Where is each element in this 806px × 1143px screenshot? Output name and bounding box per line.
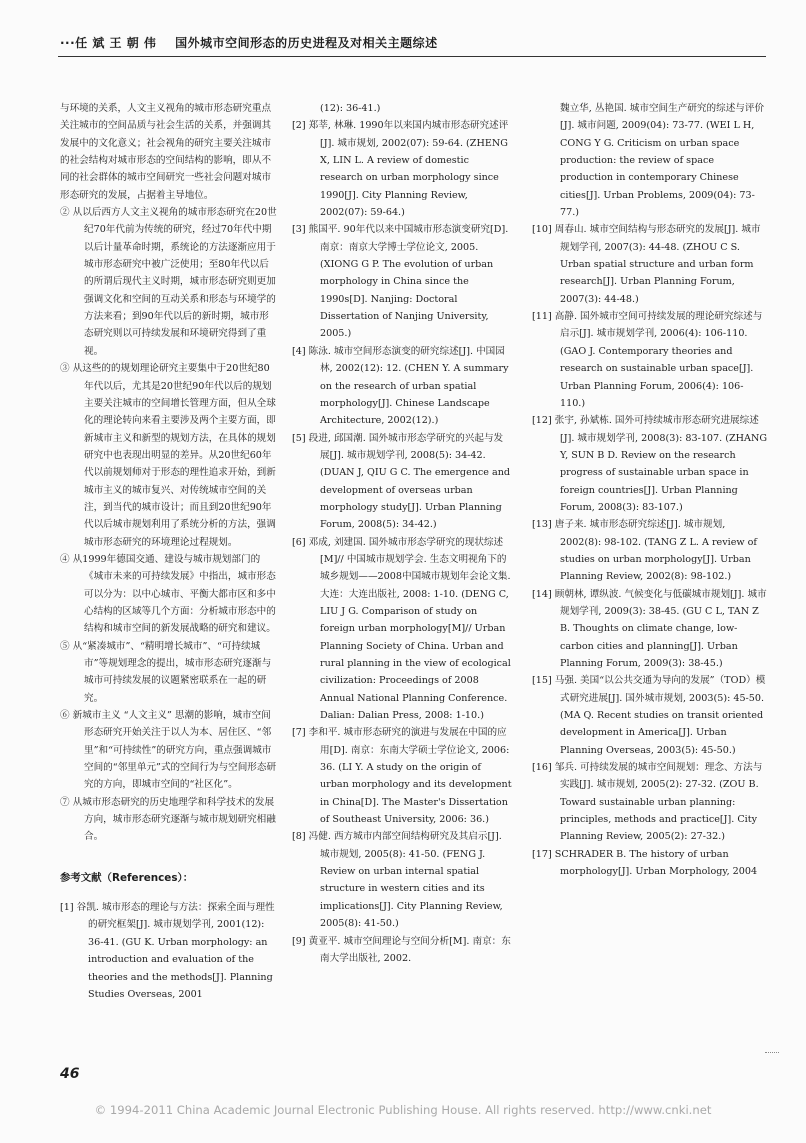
footnote-number: ④: [60, 553, 70, 565]
footnote-number: ⑥: [60, 710, 70, 722]
copyright-footer: © 1994-2011 China Academic Journal Electronic Publishing House. All rights reserved. http://www.cnki.net: [94, 1103, 712, 1117]
reference-entry: [292, 828, 512, 932]
footnote-text: 从这些的的规划理论研究主要集中于20世纪80年代以后，尤其是20世纪90年代以后的规划主要关注城市的空间增长管理方面，但从全球化的理论转向来看主要涉及两个主要方面，即新城市主义和新型的规划方法，在具体的规划研究中也表现出明显的差异。从20世纪60年代以前规划师对于形态的理性追求开始，到新城市主义的城市复兴、对传统城市空间的关注，到当代的城市设计；而且到20世纪90年代以后城市规划利用了系统分析的方法，强调城市形态研究的环境理论过程规划。: [72, 363, 276, 548]
reference-entry-text: 高静. 国外城市空间可持续发展的理论研究综述与启示[J]. 城市规划学刊, 2006(4): 106-110. (GAO J. Contemporary theories and research on sustainable urban space[J]. Urban Planning Forum, 2006(4): 106-110.): [554, 311, 763, 409]
reference-entry-number: [2]: [292, 120, 306, 132]
header-rule: [58, 56, 766, 57]
reference-entry-number: [14]: [532, 588, 552, 600]
references-heading: 参考文献（References）：: [60, 871, 194, 884]
reference-entry-number: [16]: [532, 762, 552, 774]
reference-entry-text: 邹兵. 可持续发展的城市空间规划：理念、方法与实践[J]. 城市规划, 2005(2): 27-32. (ZOU B. Toward sustainable urban planning: principles, methods and practice[J]. City Planning Review, 2005(2): 27-32.): [554, 762, 763, 843]
reference-entry: [292, 933, 512, 968]
body-continuation: 与环境的关系，人文主义视角的城市形态研究重点关注城市的空间品质与社会生活的关系，并强调其发展中的文化意义；社会视角的研究主要关注城市的社会结构对城市形态的空间结构的影响，即从不同的社会群体的城市空间研究一些社会问题对城市形态研究的发展，占据着主导地位。: [60, 103, 272, 201]
reference-entry-text: 陈泳. 城市空间形态演变的研究综述[J]. 中国园林, 2002(12): 12. (CHEN Y. A summary on the research of urban spatial morphology[J]. Chinese Landscape Architecture, 2002(12).): [308, 345, 509, 427]
notes-list: [60, 204, 278, 846]
reference-entry-text: 魏立华, 丛艳国. 城市空间生产研究的综述与评价[J]. 城市问题, 2009(04): 73-77. (WEI L H, CONG Y G. Criticism on urban space production: the review of space production in contemporary Chinese cities[J]. Urban Problems, 2009(04): 73-77.): [560, 103, 765, 219]
footnote-text: 从1999年德国交通、建设与城市规划部门的《城市未来的可持续发展》中指出，城市形态可以分为：以中心城市、平衡大都市区和多中心结构的区域等几个方面：分析城市形态中的结构和城市空间的新发展战略的研究和建议。: [72, 553, 276, 635]
reference-entry-number: [3]: [292, 224, 306, 236]
reference-entry-text: 马强. 美国“以公共交通为导向的发展”（TOD）模式研究进展[J]. 国外城市规划, 2003(5): 45-50. (MA Q. Recent studies on transit oriented development in America[J]. Urban Planning Overseas, 2003(5): 45-50.): [554, 675, 766, 756]
reference-entry: [532, 846, 768, 881]
reference-entry: [292, 343, 512, 430]
reference-entry-number: [15]: [532, 675, 552, 687]
reference-entry-text: 邓成, 刘建国. 国外城市形态学研究的现状综述[M]// 中国城市规划学会. 生态文明视角下的城乡规划——2008中国城市规划年会论文集. 大连：大连出版社, 2008: 1-10. (DENG C, LIU J G. Comparison of study on foreign urban morphology[M]// Urban Planning Society of China. Urban and rural planning in the view of ecological civilization: Proceedings of 2008 Annual National Planning Conference. Dalian: Dalian Press, 2008: 1-10.): [308, 536, 511, 722]
reference-entry: [532, 672, 768, 759]
references-list-col1: [60, 899, 278, 1003]
reference-entry-text: 熊国平. 90年代以来中国城市形态演变研究[D]. 南京：南京大学博士学位论文, 2005. (XIONG G P. The evolution of urban morphology in China since the 1990s[D]. Nanjing: Doctoral Dissertation of Nanjing University, 2005.): [308, 224, 509, 340]
reference-entry: [292, 430, 512, 534]
footnote-number: ③: [60, 363, 70, 375]
column-2: [292, 100, 512, 967]
reference-entry-number: [8]: [292, 831, 306, 843]
footnote: [60, 707, 278, 794]
reference-entry-text: SCHRADER B. The history of urban morphology[J]. Urban Morphology, 2004: [554, 848, 758, 878]
reference-entry-text: 黄亚平. 城市空间理论与空间分析[M]. 南京：东南大学出版社, 2002.: [308, 935, 511, 964]
reference-entry: [60, 899, 278, 1003]
footnote: [60, 794, 278, 846]
margin-rule: [765, 1052, 779, 1053]
reference-entry: [532, 759, 768, 846]
reference-entry: [532, 100, 768, 221]
running-header: [60, 34, 760, 51]
header-authors: ···任 斌 王 朝 伟: [60, 36, 157, 50]
reference-entry-number: [4]: [292, 345, 306, 357]
reference-entry-text: 谷凯. 城市形态的理论与方法：探索全面与理性的研究框架[J]. 城市规划学刊, 2001(12): 36-41. (GU K. Urban morphology: an introduction and evaluation of the theories and the methods[J]. Planning Studies Overseas, 2001: [76, 902, 275, 1000]
reference-entry-text: 顾朝林, 谭纵波. 气候变化与低碳城市规划[J]. 城市规划学刊, 2009(3): 38-45. (GU C L, TAN Z B. Thoughts on climate change, low-carbon cities and planning[J]. Urban Planning Forum, 2009(3): 38-45.): [554, 588, 767, 669]
reference-entry: [532, 221, 768, 308]
footnote-text: 从以后西方人文主义视角的城市形态研究在20世纪70年代前为传统的研究，经过70年代中期以后计量革命时期，系统论的方法逐渐应用于城市形态研究中被广泛使用；至80年代以后的所谓后现代主义时期，城市形态研究则更加强调文化和空间的互动关系和形态与环境学的方法来看；到90年代以后的新时期，城市形态研究则以可持续发展和环境研究得到了重视。: [72, 207, 277, 357]
header-title: 国外城市空间形态的历史进程及对相关主题综述: [175, 36, 438, 50]
references-list-col2: [292, 100, 512, 967]
reference-entry-text: 张宇, 孙斌栋. 国外可持续城市形态研究进展综述[J]. 城市规划学刊, 2008(3): 83-107. (ZHANG Y, SUN B D. Review on the research progress of sustainable urban space in foreign countries[J]. Urban Planning Forum, 2008(3): 83-107.): [554, 415, 768, 513]
reference-entry: [532, 308, 768, 412]
reference-entry-number: [12]: [532, 415, 552, 427]
footnote: [60, 551, 278, 638]
reference-entry-number: [1]: [60, 902, 74, 914]
reference-entry-text: 段进, 邱国潮. 国外城市形态学研究的兴起与发展[J]. 城市规划学刊, 2008(5): 34-42. (DUAN J, QIU G C. The emergence and development of overseas urban morphology study[J]. Urban Planning Forum, 2008(5): 34-42.): [308, 432, 511, 531]
reference-entry-text: (12): 36-41.): [320, 103, 381, 114]
footnote-number: ⑦: [60, 796, 70, 808]
reference-entry-text: 李和平. 城市形态研究的演进与发展在中国的应用[D]. 南京：东南大学硕士学位论文, 2006: 36. (LI Y. A study on the origin of urban morphology and its development in China[D]. The Master's Dissertation of Southeast University, 2006: 36.): [308, 727, 512, 826]
column-3: [532, 100, 768, 880]
reference-entry-number: [11]: [532, 311, 552, 323]
reference-entry: [532, 412, 768, 516]
reference-entry: [292, 117, 512, 221]
column-1: [60, 100, 278, 1003]
reference-entry-text: 郑莘, 林琳. 1990年以来国内城市形态研究述评[J]. 城市规划, 2002(07): 59-64. (ZHENG X, LIN L. A review of domestic research on urban morphology since 1990[J]. City Planning Review, 2002(07): 59-64.): [308, 120, 509, 219]
reference-entry: [292, 534, 512, 725]
reference-entry-number: [10]: [532, 224, 552, 236]
reference-entry: [532, 516, 768, 585]
reference-entry-number: [6]: [292, 536, 306, 548]
footnote: [60, 360, 278, 551]
reference-entry-text: 唐子来. 城市形态研究综述[J]. 城市规划, 2002(8): 98-102. (TANG Z L. A review of studies on urban morphology[J]. Urban Planning Review, 2002(8): 98-102.): [554, 519, 757, 583]
footnote-text: 从城市形态研究的历史地理学和科学技术的发展方向，城市形态研究逐渐与城市规划研究相融合。: [72, 796, 276, 843]
reference-entry-number: [5]: [292, 432, 306, 444]
footnote: [60, 204, 278, 360]
reference-entry-number: [7]: [292, 727, 306, 739]
references-list-col3: [532, 100, 768, 880]
footnote: [60, 638, 278, 707]
reference-entry-number: [17]: [532, 848, 552, 860]
reference-entry: [292, 100, 512, 117]
reference-entry: [292, 724, 512, 828]
reference-entry: [532, 586, 768, 673]
reference-entry-text: 冯健. 西方城市内部空间结构研究及其启示[J]. 城市规划, 2005(8): 41-50. (FENG J. Review on urban internal spatial structure in western cities and its implications[J]. City Planning Review, 2005(8): 41-50.): [308, 831, 503, 930]
footnote-text: 从“紧凑城市”、“精明增长城市”、“可持续城市”等规划理念的提出，城市形态研究逐渐与城市可持续发展的议题紧密联系在一起的研究。: [72, 640, 272, 704]
reference-entry-text: 周春山. 城市空间结构与形态研究的发展[J]. 城市规划学刊, 2007(3): 44-48. (ZHOU C S. Urban spatial structure and urban form research[J]. Urban Planning Forum, 2007(3): 44-48.): [554, 224, 761, 305]
reference-entry-number: [9]: [292, 935, 306, 947]
footnote-number: ⑤: [60, 640, 70, 652]
footnote-number: ②: [60, 207, 70, 219]
reference-entry: [292, 221, 512, 342]
footnote-text: 新城市主义 “人文主义” 思潮的影响，城市空间形态研究开始关注于以人为本、居住区、“邻里”和“可持续性”的研究方向，重点强调城市空间的“邻里单元”式的空间行为与空间形态研究的方向，即城市空间的“社区化”。: [72, 710, 277, 791]
reference-entry-number: [13]: [532, 519, 552, 531]
page-number: 46: [60, 1066, 80, 1082]
